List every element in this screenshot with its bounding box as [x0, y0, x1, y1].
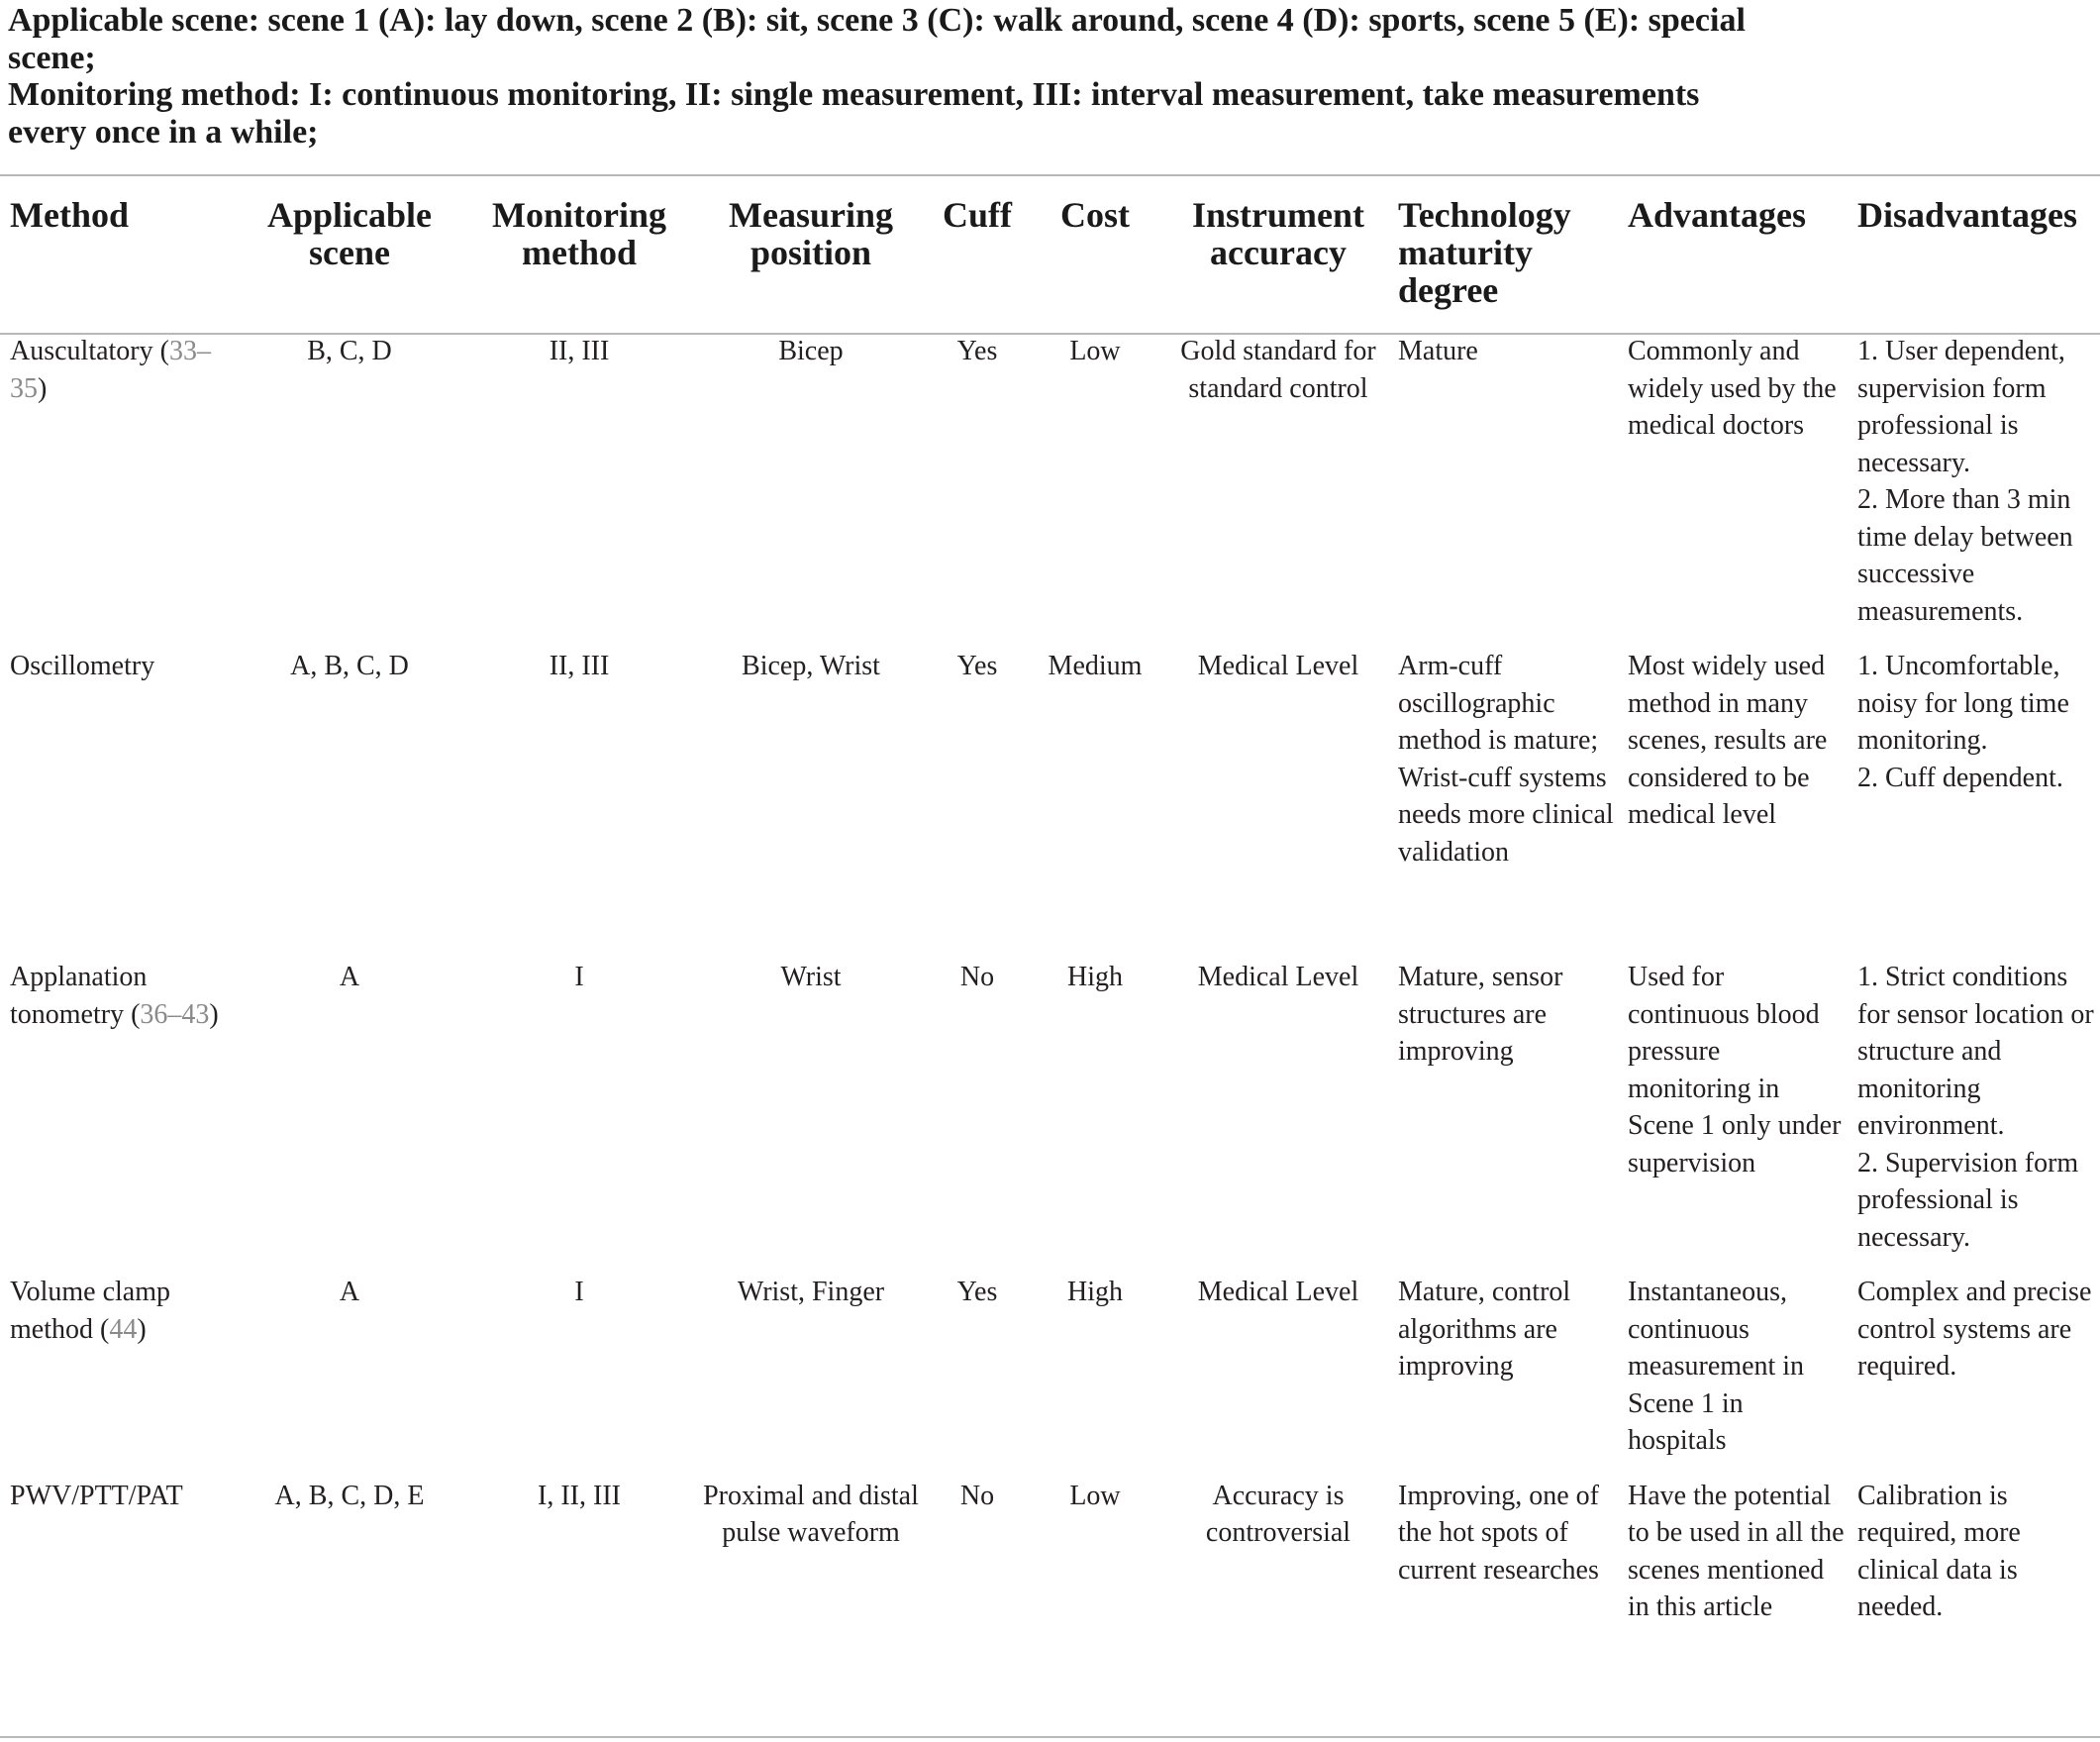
header-measuring-position: Measuring position [729, 195, 893, 272]
table-row [0, 1460, 2100, 1693]
disadvantage-item: 1. User dependent, supervision form professional is necessary. [1857, 336, 2065, 478]
cell-instrument-accuracy: Accuracy is controversial [1205, 1480, 1351, 1548]
disadvantage-item: Complex and precise control systems are required. [1857, 1277, 2092, 1382]
cell-instrument-accuracy: Gold standard for standard control [1180, 336, 1376, 404]
cell-instrument-accuracy: Medical Level [1197, 651, 1359, 681]
cell-advantages: Have the potential to be used in all the scenes mentioned in this article [1628, 1480, 1845, 1622]
cell-cuff: No [959, 1480, 995, 1511]
cell-technology-maturity: Mature [1398, 336, 1478, 366]
cell-cost: Medium [1048, 651, 1143, 681]
disadvantage-item: 2. Cuff dependent. [1857, 762, 2063, 793]
method-name: Volume clamp method [10, 1277, 171, 1345]
table-notes [8, 2, 1770, 151]
citation-link[interactable]: 36–43 [140, 998, 210, 1030]
cell-monitoring-method: I, II, III [538, 1480, 621, 1511]
cell-cuff: Yes [956, 336, 998, 366]
header-monitoring-method: Monitoring method [492, 195, 666, 272]
cell-cost: Low [1069, 1480, 1121, 1511]
disadvantage-item: 2. Supervision form professional is necessary. [1857, 1147, 2079, 1253]
cell-cost: High [1067, 962, 1123, 992]
cell-method: Auscultatory (33–35) [10, 336, 211, 404]
method-name: Applanation tonometry [10, 962, 148, 1030]
monitoring-method-note: Monitoring method: I: continuous monitoring, II: single measurement, III: interval measurement, take measurements every once in a while; [8, 76, 1700, 151]
cell-disadvantages [1848, 1256, 2100, 1460]
cell-technology-maturity: Mature, control algorithms are improving [1398, 1277, 1571, 1382]
header-disadvantages: Disadvantages [1857, 195, 2078, 235]
cell-method: Volume clamp method (44) [10, 1277, 171, 1345]
disadvantage-item: 1. Strict conditions for sensor location or structure and monitoring environment. [1857, 962, 2094, 1141]
disadvantage-item: 1. Uncomfortable, noisy for long time monitoring. [1857, 651, 2069, 756]
cell-cost: Low [1069, 336, 1121, 366]
table-row [0, 1256, 2100, 1460]
cell-cuff: Yes [956, 1277, 998, 1307]
cell-monitoring-method: I [574, 1277, 584, 1307]
cell-applicable-scene: B, C, D [307, 336, 392, 366]
cell-measuring-position: Wrist, Finger [737, 1277, 885, 1307]
cell-monitoring-method: I [574, 962, 584, 992]
cell-applicable-scene: A, B, C, D [290, 651, 409, 681]
cell-measuring-position: Wrist [780, 962, 842, 992]
header-advantages: Advantages [1628, 195, 1807, 235]
bp-methods-table [0, 176, 2100, 1693]
cell-monitoring-method: II, III [549, 336, 610, 366]
cell-technology-maturity: Improving, one of the hot spots of current researches [1398, 1480, 1599, 1586]
header-technology-maturity: Technology maturity degree [1398, 195, 1571, 310]
cell-disadvantages [1848, 1460, 2100, 1693]
cell-advantages: Used for continuous blood pressure monitoring in Scene 1 only under supervision [1628, 962, 1842, 1178]
cell-monitoring-method: II, III [549, 651, 610, 681]
cell-measuring-position: Bicep, Wrist [742, 651, 880, 681]
cell-applicable-scene: A [339, 1277, 360, 1307]
method-name: Auscultatory [10, 336, 153, 366]
cell-method: Applanation tonometry (36–43) [10, 962, 219, 1030]
cell-cuff: Yes [956, 651, 998, 681]
cell-disadvantages [1848, 941, 2100, 1256]
cell-technology-maturity: Arm-cuff oscillographic method is mature; Wrist-cuff systems needs more clinical validation [1398, 651, 1614, 868]
header-applicable-scene: Applicable scene [266, 195, 433, 272]
cell-cost: High [1067, 1277, 1123, 1307]
cell-disadvantages [1848, 315, 2100, 630]
cell-measuring-position: Proximal and distal pulse waveform [703, 1480, 919, 1548]
cell-method: PWV/PTT/PAT [10, 1480, 183, 1511]
disadvantage-item: 2. More than 3 min time delay between successive measurements. [1857, 484, 2073, 627]
cell-applicable-scene: A [339, 962, 360, 992]
table-row [0, 941, 2100, 1256]
table-row [0, 315, 2100, 630]
header-cuff: Cuff [943, 195, 1012, 235]
cell-advantages: Commonly and widely used by the medical doctors [1628, 336, 1837, 441]
disadvantage-item: Calibration is required, more clinical data is needed. [1857, 1480, 2021, 1622]
table-header-row [0, 176, 2100, 315]
table-bottom-rule [0, 1736, 2100, 1738]
header-method: Method [10, 195, 129, 235]
cell-instrument-accuracy: Medical Level [1197, 1277, 1359, 1307]
cell-method: Oscillometry [10, 651, 155, 681]
cell-instrument-accuracy: Medical Level [1197, 962, 1359, 992]
cell-technology-maturity: Mature, sensor structures are improving [1398, 962, 1563, 1067]
cell-advantages: Instantaneous, continuous measurement in Scene 1 in hospitals [1628, 1277, 1805, 1456]
applicable-scene-note: Applicable scene: scene 1 (A): lay down, scene 2 (B): sit, scene 3 (C): walk around, scene 4 (D): sports, scene 5 (E): special scene; [8, 2, 1746, 76]
citation-link[interactable]: 44 [109, 1313, 138, 1345]
cell-advantages: Most widely used method in many scenes, results are considered to be medical level [1628, 651, 1828, 830]
header-instrument-accuracy: Instrument accuracy [1191, 195, 1364, 272]
header-cost: Cost [1060, 195, 1130, 235]
cell-applicable-scene: A, B, C, D, E [274, 1480, 425, 1511]
citation-link[interactable]: 33–35 [10, 336, 211, 404]
cell-cuff: No [959, 962, 995, 992]
table-row [0, 630, 2100, 941]
cell-disadvantages [1848, 630, 2100, 941]
cell-measuring-position: Bicep [778, 336, 844, 366]
